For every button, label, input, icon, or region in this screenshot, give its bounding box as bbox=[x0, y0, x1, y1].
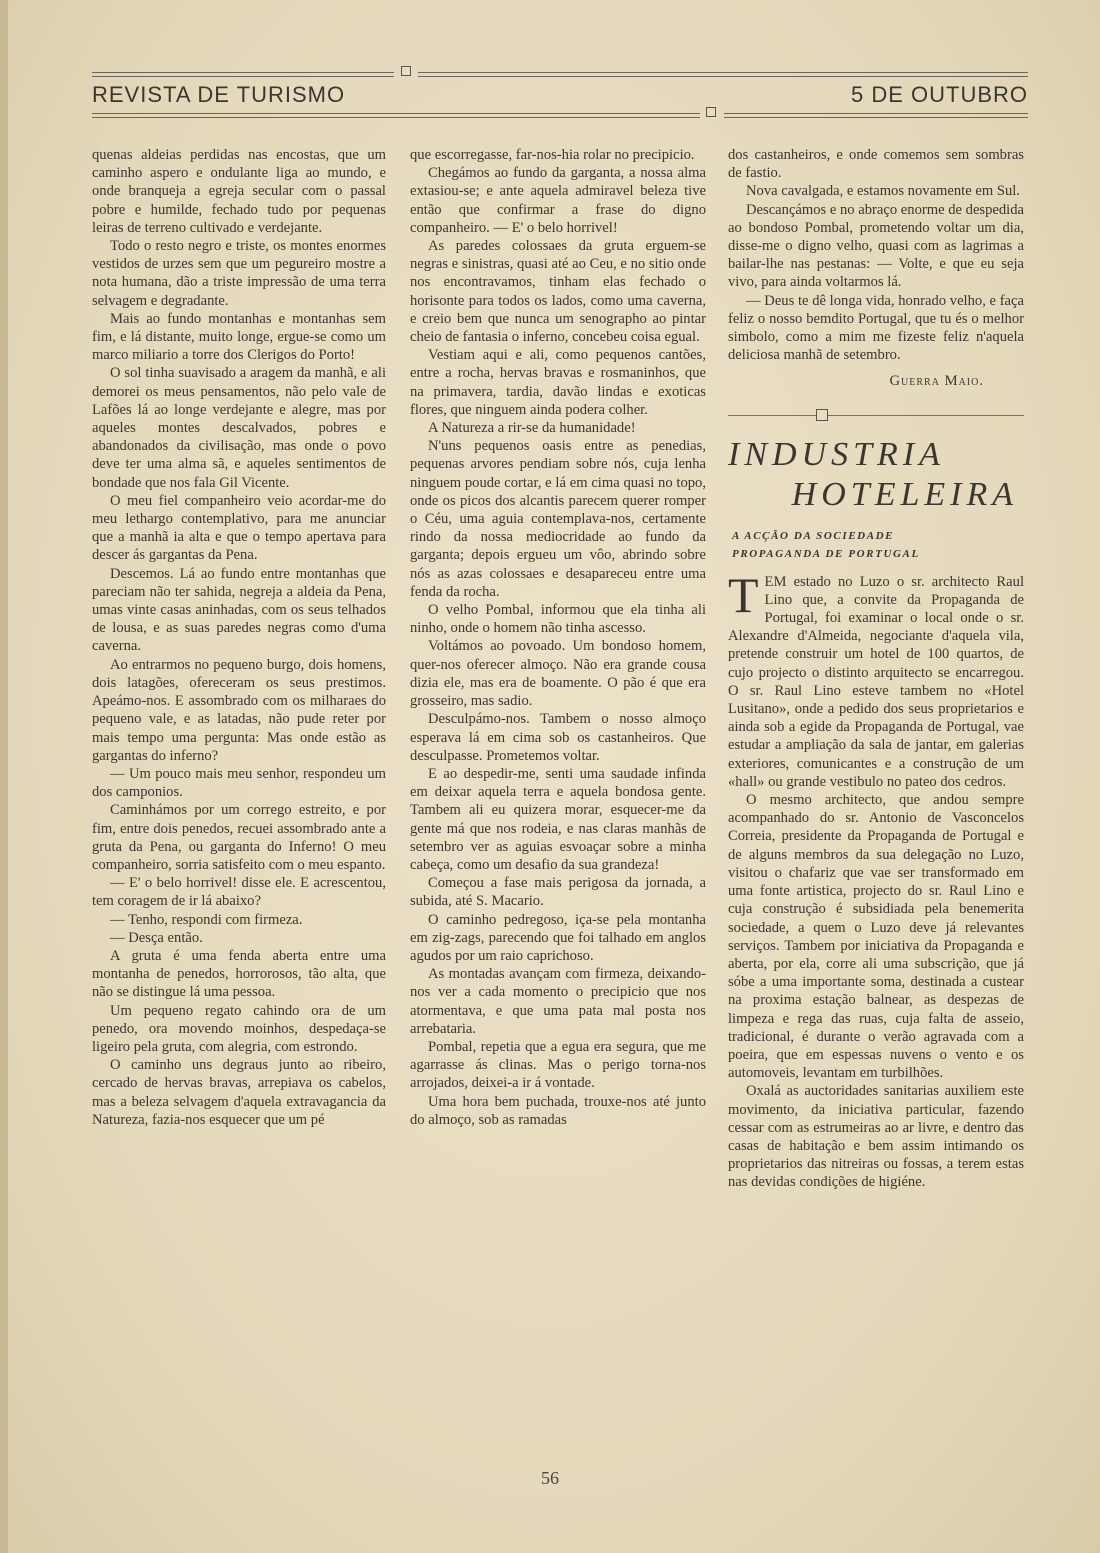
column1-paragraph: Um pequeno regato cahindo ora de um penedo, ora movendo moinhos, despedaça-se ligeiro pela gruta, com alegria, com estrondo. bbox=[92, 1002, 386, 1055]
column2-paragraph: Uma hora bem puchada, trouxe-nos até junto do almoço, sob as ramadas bbox=[410, 1093, 706, 1128]
column2-paragraph: Começou a fase mais perigosa da jornada, a subida, até S. Macario. bbox=[410, 875, 706, 910]
column2-paragraph: O velho Pombal, informou que ela tinha ali ninho, onde o homem não tinha ascesso. bbox=[410, 602, 706, 637]
column1-paragraph: — Tenho, respondi com firmeza. bbox=[110, 911, 303, 928]
header-rule-top-right bbox=[418, 72, 1028, 73]
column1-paragraph: — Um pouco mais meu senhor, respondeu um dos camponios. bbox=[92, 765, 386, 801]
column2-paragraph: O caminho pedregoso, iça-se pela montanha em zig-zags, parecendo que foi talhado em anglos agudos por um raio caprichoso. bbox=[410, 911, 706, 964]
column2-paragraph: Chegámos ao fundo da garganta, a nossa alma extasiou-se; e ante aquela admiravel beleza tive então que confirmar a frase do digno companheiro. — E' o belo horrivel! bbox=[410, 165, 706, 236]
header-rule-bottom-left-thin bbox=[92, 117, 700, 118]
separator-ornament bbox=[816, 409, 828, 421]
header-rule-bottom-right bbox=[724, 113, 1028, 114]
drop-cap: T bbox=[728, 566, 759, 623]
text-column-1 bbox=[92, 146, 386, 1129]
text-column-3 bbox=[728, 146, 1024, 1192]
column1-paragraph: A gruta é uma fenda aberta entre uma montanha de penedos, horrorosos, tão alta, que não se distingue lá uma pessoa. bbox=[92, 947, 386, 1001]
column3-paragraph: dos castanheiros, e onde comemos sem sombras de fastio. bbox=[728, 147, 1024, 182]
column2-paragraph: N'uns pequenos oasis entre as penedias, pequenas arvores pendiam sobre nós, cuja lenha ninguem poude cortar, e lá em cima quasi no topo, onde os picos dos alcantis parecem querer romper o Céu, uma aguia contemplava-nos, certamente rindo da nossa mediocridade ao fundo da garganta; depois ergueu um vôo, abrindo sobre nós as azas colossaes e desapareceu entre uma fenda da rocha. bbox=[410, 438, 706, 600]
page-number: 56 bbox=[541, 1468, 559, 1488]
column1-paragraph: Caminhámos por um corrego estreito, e por fim, entre dois penedos, recuei assombrado ante a gruta da Pena, ou garganta do Inferno! O meu companheiro, sorria satisfeito com o meu espanto. bbox=[92, 802, 386, 873]
subheadline-line-2: PROPAGANDA DE PORTUGAL bbox=[732, 547, 920, 560]
header-rule-top-left bbox=[92, 72, 394, 73]
column1-paragraph: Descemos. Lá ao fundo entre montanhas que pareciam não ter sahida, negreja a aldeia da Pena, umas vinte casas aninhadas, com os seus telhados de lousa, e as suas paredes negras como d'uma caverna. bbox=[92, 565, 386, 655]
article-lead-paragraph bbox=[728, 566, 1024, 791]
headline-line-1: INDUSTRIA bbox=[728, 435, 945, 473]
column3-paragraph: Descançámos e no abraço enorme de despedida ao bondoso Pombal, prometendo voltar um dia, disse-me o digno velho, quasi com as lagrimas a bailar-lhe nas pestanas: — Volte, e que eu seja vivo, para ainda voltarmos lá. bbox=[728, 201, 1024, 291]
column1-paragraph: Mais ao fundo montanhas e montanhas sem fim, e lá distante, muito longe, ergue-se como um marco miliario a torre dos Clerigos do Porto! bbox=[92, 310, 386, 364]
column2-paragraph: Vestiam aqui e ali, como pequenos cantões, entre a rocha, hervas bravas e rosmaninhos, que na primavera, tardia, davão lindas e exoticas flores, que ninguem ainda podera colher. bbox=[410, 347, 706, 418]
headline-line-2: HOTELEIRA bbox=[791, 475, 1018, 513]
header-ornament-square-2 bbox=[706, 107, 716, 117]
column2-paragraph: As montadas avançam com firmeza, deixando-nos ver a cada momento o precipicio que nos atormentava, e que uma pata mal posta nos arrebataria. bbox=[410, 966, 706, 1037]
column2-paragraph: Desculpámo-nos. Tambem o nosso almoço esperava lá em cima sob os castanheiros. Que desculpasse. Prometemos voltar. bbox=[410, 711, 706, 764]
header-ornament-square bbox=[401, 66, 411, 76]
header-rule-top-right-thin bbox=[418, 76, 1028, 77]
column2-paragraph: E ao despedir-me, senti uma saudade infinda em deixar aquela terra e aquela bondosa gente. Tambem ali eu quizera morar, esquecer-me da gente má que nos rodeia, e nas claras manhãs de setembro ver as aguias esvoaçar sobre a minha cabeça, como um desafio da sua grandeza! bbox=[410, 765, 706, 873]
article-body bbox=[728, 791, 1024, 1191]
page-edge bbox=[0, 0, 8, 1553]
article-separator bbox=[728, 405, 1024, 427]
column2-paragraph: A Natureza a rir-se da humanidade! bbox=[428, 420, 636, 437]
header-rule-bottom-left bbox=[92, 113, 700, 114]
article-paragraph: Oxalá as auctoridades sanitarias auxiliem este movimento, da iniciativa particular, fazendo cessar com as estrumeiras ao ar livre, e dentro das casas de habitação e bem assim intimando os proprietarios das nitreiras ou fossas, a terem estas nas devidas condições de higiéne. bbox=[728, 1083, 1024, 1191]
article-subheadline bbox=[732, 527, 1024, 563]
column1-paragraph: quenas aldeias perdidas nas encostas, que um caminho aspero e ondulante liga ao mundo, e onde branqueja a egreja secular com o passal pobre e humilde, fechado tudo por pequenas leiras de terreno cultivado e verdejante. bbox=[92, 147, 386, 236]
column1-paragraph: Ao entrarmos no pequeno burgo, dois homens, dois latagões, ofereceram os seus prestimos. Apeámo-nos. E assombrado com os milharaes do pequeno vale, e as latadas, não pude reter por mais tempo uma pergunta: Mas onde estão as gargantas do inferno? bbox=[92, 656, 386, 764]
column3-paragraph: — Deus te dê longa vida, honrado velho, e faça feliz o nosso bemdito Portugal, que tu és o melhor simbolo, como a mim me fizeste feliz n'aquela deliciosa manhã de setembro. bbox=[728, 292, 1024, 364]
column1-paragraph: Todo o resto negro e triste, os montes enormes vestidos de urzes sem que um pegureiro mostre a nota humana, dão a triste impressão de uma terra selvagem e degradante. bbox=[92, 238, 386, 309]
column1-paragraph: O meu fiel companheiro veio acordar-me do meu lethargo contemplativo, para me anunciar que a manhã ia alta e que o tempo apertava para descer ás gargantas da Pena. bbox=[92, 492, 386, 564]
column3-paragraph: Nova cavalgada, e estamos novamente em Sul. bbox=[746, 183, 1020, 200]
article-paragraph: O mesmo architecto, que andou sempre acompanhado do sr. Antonio de Vasconcelos Correia, presidente da Propaganda de Portugal e de alguns membros da sua delegação no Luzo, visitou o chafariz que vae ser transformado em uma fonte artistica, projecto do sr. Raul Lino e cuja construção é subsidiada pela benemerita sociedade, a quem o Luzo deve já relevantes serviços. Tambem por iniciativa da Propaganda e aberta, por ela, corre ali uma subscrição, que já sóbe a uma importante soma, destinada a custear na proxima estação balnear, as despezas de limpeza e rega das ruas, cuja falta de asseio, tradicional, é durante o verão agravada com a poeira, que em espessas nuvens o vento e os automoveis, levantam em turbilhões. bbox=[728, 792, 1024, 1082]
story-conclusion bbox=[728, 146, 1024, 364]
header-rule-top-left-thin bbox=[92, 76, 394, 77]
author-signature: Guerra Maio. bbox=[889, 373, 984, 390]
column1-paragraph: — E' o belo horrivel! disse ele. E acrescentou, tem coragem de ir lá abaixo? bbox=[92, 875, 386, 910]
column2-paragraph: Pombal, repetia que a egua era segura, que me agarrasse ás clinas. Mas o perigo torna-nos arrojados, deixei-a ir á vontade. bbox=[410, 1038, 706, 1092]
magazine-title: REVISTA DE TURISMO bbox=[92, 82, 346, 107]
subheadline-line-1: A ACÇÃO DA SOCIEDADE bbox=[732, 529, 895, 542]
column1-paragraph: O sol tinha suavisado a aragem da manhã, e ali demorei os meus pensamentos, não pelo vale de Lafões lá ao longe verdejante e alegre, mas por aqueles montes descalvados, pobres e abandonados da civilisação, mas onde o povo deve ter uma alma sã, e aqueles sentimentos de bondade que nos fala Gil Vicente. bbox=[92, 365, 386, 491]
column2-paragraph: que escorregasse, far-nos-hia rolar no precipicio. bbox=[410, 147, 695, 163]
column1-paragraph: O caminho uns degraus junto ao ribeiro, cercado de hervas bravas, arrepiava os cabelos, mas a beleza selvagem d'aquela extravagancia da Natureza, fazia-nos esquecer que um pé bbox=[92, 1057, 386, 1128]
lead-paragraph-text: EM estado no Luzo o sr. architecto Raul Lino que, a convite da Propaganda de Portugal, foi examinar o local onde o sr. Alexandre d'Almeida, negociante d'aquela vila, pretende construir um hotel de 100 quartos, de cujo projecto o distinto arquitecto se encarregou. O sr. Raul Lino esteve tambem no «Hotel Lusitano», onde a pedido dos seus proprietarios e ainda sob a egide da Propaganda de Portugal, vae estudar a ampliação da sala de jantar, em galerias exteriores, comunicantes e a construção de um «hall» ou grande vestibulo no pateo dos cedros. bbox=[728, 573, 1024, 790]
issue-date: 5 DE OUTUBRO bbox=[851, 82, 1029, 107]
separator-line bbox=[728, 415, 1024, 416]
text-column-2 bbox=[410, 146, 706, 1129]
header-rule-bottom-right-thin bbox=[724, 117, 1028, 118]
column2-paragraph: Voltámos ao povoado. Um bondoso homem, quer-nos oferecer almoço. Não era grande cousa dizia ele, mas era de boamente. O pão é que era grosseiro, mas sadio. bbox=[410, 638, 706, 710]
column2-paragraph: As paredes colossaes da gruta erguem-se negras e sinistras, quasi até ao Ceu, e no sitio onde nos encontravamos, tinham elas fechado o horisonte para todos os lados, como uma caverna, e creio bem que nunca um senographo ao pintar cheio de fantasia o inferno, concebeu coisa egual. bbox=[410, 238, 706, 346]
article-headline bbox=[728, 435, 1024, 515]
column1-paragraph: — Desça então. bbox=[110, 929, 203, 946]
